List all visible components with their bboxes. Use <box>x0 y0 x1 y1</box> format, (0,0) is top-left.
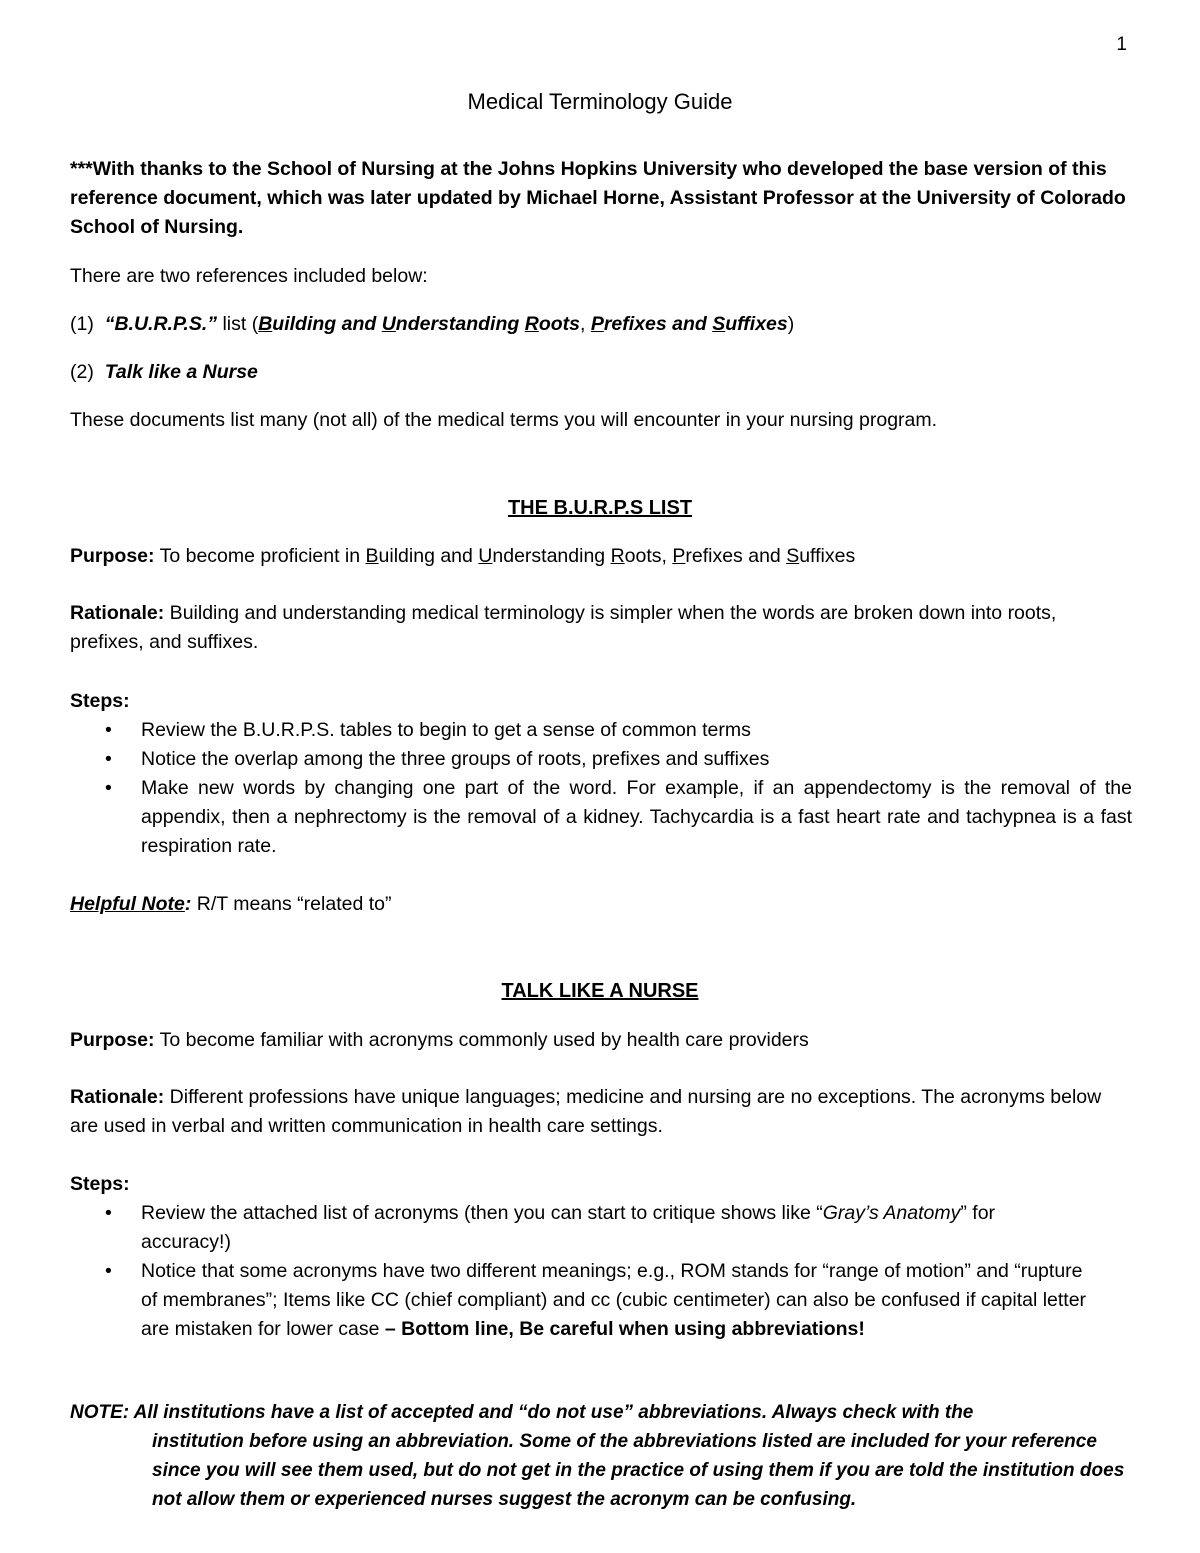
acknowledgement: ***With thanks to the School of Nursing at the Johns Hopkins University who developed the base version of this reference document, which was later updated by Michael Horne, Assistant Professor at the University of Colorado School of Nursing. <box>70 158 1126 238</box>
talk-purpose-label: Purpose: <box>70 1029 155 1051</box>
ref1-letter-s: S <box>712 313 726 335</box>
helpful-note-text: R/T means “related to” <box>191 893 392 915</box>
talk-step1-post: ” for accuracy!) <box>141 1202 996 1253</box>
intro-text: There are two references included below: <box>70 265 428 287</box>
ref1-close: ) <box>787 313 795 335</box>
burps-letter-b: B <box>365 545 379 567</box>
burps-oots: oots, <box>624 545 673 567</box>
list-item <box>70 774 1132 861</box>
burps-steps-list <box>70 716 1132 861</box>
page-number: 1 <box>1116 34 1127 55</box>
helpful-note-label: Helpful Note <box>70 893 185 915</box>
talk-step2-pre: Notice that some acronyms have two different meanings; e.g., ROM stands for “range of motion” and “rupture of membranes”; Items like CC (chief compliant) and cc (cubic centimeter) can also be confused if capital letter are mistaken for lower case <box>141 1260 1087 1340</box>
note-first-line: NOTE: All institutions have a list of accepted and “do not use” abbreviations. Always check with the <box>70 1402 974 1423</box>
helpful-note-colon: : <box>184 893 192 915</box>
burps-letter-r: R <box>610 545 625 567</box>
bullet-icon: • <box>105 1260 112 1282</box>
ref1-qclose: ” <box>207 313 218 335</box>
talk-steps-list <box>70 1199 1090 1344</box>
burps-uilding: uilding and <box>378 545 479 567</box>
bullet-icon: • <box>105 1202 112 1224</box>
bullet-icon: • <box>105 748 112 770</box>
burps-purpose <box>70 542 1132 571</box>
ref1-comma: , <box>579 313 591 335</box>
list-item <box>70 1257 1090 1344</box>
ref1-name: B.U.R.P.S. <box>114 313 208 335</box>
burps-refixes: refixes and <box>685 545 787 567</box>
ref1-uilding: uilding and <box>272 313 382 335</box>
ref2-number: (2) <box>70 361 94 383</box>
ref1-letter-r: R <box>524 313 539 335</box>
helpful-note <box>70 890 1132 919</box>
ref1-letter-p: P <box>590 313 604 335</box>
burps-letter-p: P <box>672 545 686 567</box>
talk-rationale <box>70 1083 1132 1141</box>
burps-heading: THE B.U.R.P.S LIST <box>507 497 693 519</box>
bullet-icon: • <box>105 777 112 799</box>
documents-note: These documents list many (not all) of the medical terms you will encounter in your nursing program. <box>70 409 938 431</box>
burps-steps-label: Steps: <box>70 690 130 712</box>
burps-purpose-label: Purpose: <box>70 545 155 567</box>
ref1-uffixes: uffixes <box>725 313 788 335</box>
burps-rationale-text: Building and understanding medical terminology is simpler when the words are broken down into roots, prefixes, and suffixes. <box>70 602 1057 653</box>
talk-step1-pre: Review the attached list of acronyms (then you can start to critique shows like “ <box>141 1202 823 1224</box>
ref1-number: (1) <box>70 313 94 335</box>
ref1-oots: oots <box>538 313 580 335</box>
burps-step-text: Review the B.U.R.P.S. tables to begin to get a sense of common terms <box>141 719 751 741</box>
talk-rationale-label: Rationale: <box>70 1086 165 1108</box>
burps-step-text: Make new words by changing one part of the word. For example, if an appendectomy is the removal of the appendix, then a nephrectomy is the removal of a kidney. Tachycardia is a fast heart rate and tachypnea is a fast respiration rate. <box>141 777 1132 857</box>
talk-step1-show: Gray’s Anatomy <box>822 1202 961 1224</box>
talk-rationale-text: Different professions have unique languages; medicine and nursing are no exceptions. The acronyms below are used in verbal and written communication in health care settings. <box>70 1086 1102 1137</box>
ref1-nderstanding: nderstanding <box>395 313 525 335</box>
reference-1 <box>70 310 1132 339</box>
burps-rationale <box>70 599 1132 657</box>
burps-nderstanding: nderstanding <box>492 545 611 567</box>
page-title: Medical Terminology Guide <box>467 89 733 114</box>
burps-step-text: Notice the overlap among the three groups of roots, prefixes and suffixes <box>141 748 770 770</box>
burps-letter-s: S <box>786 545 800 567</box>
ref1-list-word: list ( <box>217 313 259 335</box>
burps-purpose-pre: To become proficient in <box>154 545 366 567</box>
note-rest: institution before using an abbreviation. Some of the abbreviations listed are included for your reference since you will see them used, but do not get in the practice of using them if you are told the institution does not allow them or experienced nurses suggest the acronym can be confusing. <box>152 1431 1125 1510</box>
list-item <box>70 716 1132 745</box>
list-item <box>70 745 1132 774</box>
talk-heading: TALK LIKE A NURSE <box>501 980 699 1002</box>
talk-purpose-text: To become familiar with acronyms commonly used by health care providers <box>154 1029 809 1051</box>
ref1-letter-u: U <box>381 313 396 335</box>
talk-purpose <box>70 1026 1132 1055</box>
ref1-qopen: “ <box>104 313 115 335</box>
bullet-icon: • <box>105 719 112 741</box>
ref1-letter-b: B <box>258 313 273 335</box>
list-item <box>70 1199 1090 1257</box>
burps-letter-u: U <box>478 545 493 567</box>
institution-note <box>70 1398 1140 1514</box>
talk-step2-bold: – Bottom line, Be careful when using abbreviations! <box>384 1318 865 1340</box>
talk-steps-label: Steps: <box>70 1173 130 1195</box>
ref2-name: Talk like a Nurse <box>104 361 258 383</box>
burps-uffixes: uffixes <box>799 545 856 567</box>
ref1-refixes: refixes and <box>603 313 713 335</box>
burps-rationale-label: Rationale: <box>70 602 165 624</box>
reference-2 <box>70 358 1132 387</box>
